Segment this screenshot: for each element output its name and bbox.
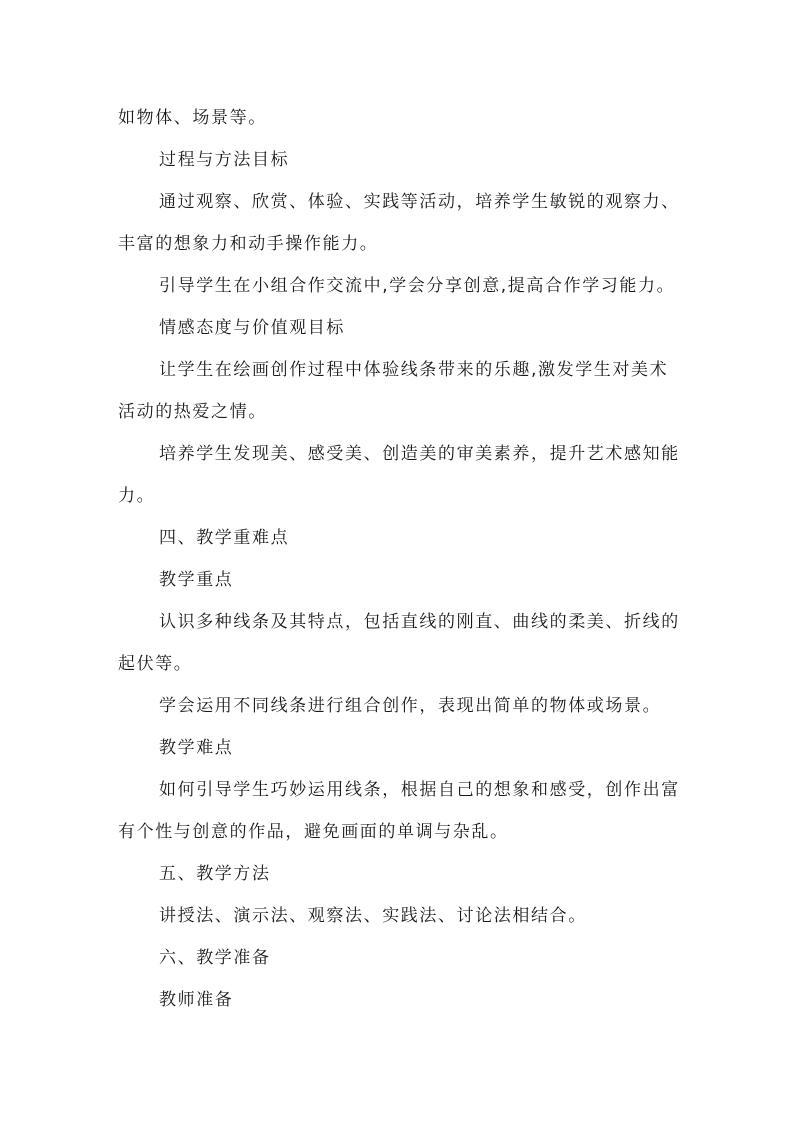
paragraph-line: 活动的热爱之情。 [118, 402, 267, 422]
section-heading: 教学重点 [159, 570, 234, 590]
paragraph-line: 学会运用不同线条进行组合创作，表现出简单的物体或场景。 [159, 696, 662, 716]
section-heading: 四、教学重难点 [159, 528, 290, 548]
section-heading: 过程与方法目标 [159, 150, 290, 170]
paragraph-line: 讲授法、演示法、观察法、实践法、讨论法相结合。 [159, 906, 587, 926]
section-heading: 情感态度与价值观目标 [159, 318, 345, 338]
paragraph-line: 引导学生在小组合作交流中,学会分享创意,提高合作学习能力。 [159, 276, 676, 296]
paragraph-line: 力。 [118, 486, 156, 506]
paragraph-line: 如物体、场景等。 [118, 108, 267, 128]
paragraph-line: 让学生在绘画创作过程中体验线条带来的乐趣,激发学生对美术 [159, 360, 669, 380]
section-heading: 教师准备 [159, 990, 234, 1010]
section-heading: 六、教学准备 [159, 948, 271, 968]
section-heading: 五、教学方法 [159, 864, 271, 884]
paragraph-line: 如何引导学生巧妙运用线条，根据自己的想象和感受，创作出富 [159, 780, 680, 800]
paragraph-line: 认识多种线条及其特点，包括直线的刚直、曲线的柔美、折线的 [159, 612, 680, 632]
paragraph-line: 通过观察、欣赏、体验、实践等活动，培养学生敏锐的观察力、 [159, 192, 680, 212]
section-heading: 教学难点 [159, 738, 234, 758]
paragraph-line: 丰富的想象力和动手操作能力。 [118, 234, 379, 254]
paragraph-line: 起伏等。 [118, 654, 193, 674]
paragraph-line: 培养学生发现美、感受美、创造美的审美素养，提升艺术感知能 [159, 444, 680, 464]
paragraph-line: 有个性与创意的作品，避免画面的单调与杂乱。 [118, 822, 509, 842]
